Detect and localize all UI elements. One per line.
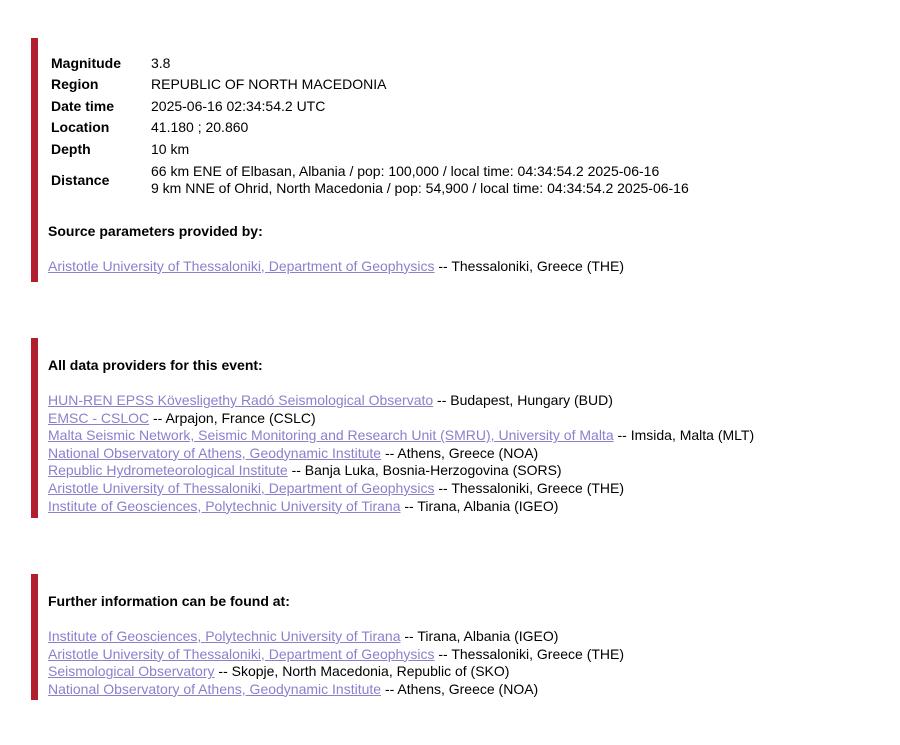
info-link[interactable]: Aristotle University of Thessaloniki, Department of Geophysics [48,645,435,662]
param-label: Region [51,76,99,93]
data-providers-section [31,338,891,518]
list-item [48,628,891,646]
further-information-section [31,574,891,700]
param-value: 2025-06-16 02:34:54.2 UTC [151,97,326,114]
provider-location: -- Athens, Greece (NOA) [381,680,539,697]
provider-link[interactable]: Republic Hydrometeorological Institute [48,462,288,479]
provider-location: -- Skopje, North Macedonia, Republic of (SKO) [214,663,510,680]
source-list [48,258,891,276]
info-link[interactable]: Seismological Observatory [48,663,215,680]
list-item [48,498,891,516]
list-item [48,258,891,276]
provider-link[interactable]: Institute of Geosciences, Polytechnic University of Tirana [48,497,401,514]
list-item [48,646,891,664]
provider-location: -- Budapest, Hungary (BUD) [433,392,613,408]
param-label: Magnitude [51,54,121,71]
info-link[interactable]: Institute of Geosciences, Polytechnic University of Tirana [48,628,401,644]
param-value: REPUBLIC OF NORTH MACEDONIA [151,76,387,93]
further-heading: Further information can be found at: [48,593,290,609]
provider-link[interactable]: EMSC - CSLOC [48,409,150,426]
param-label: Location [51,119,110,136]
providers-heading: All data providers for this event: [48,357,263,373]
provider-location: -- Thessaloniki, Greece (THE) [434,479,625,496]
event-details-section [31,38,891,282]
provider-link[interactable]: HUN-REN EPSS Kövesligethy Radó Seismological Observato [48,392,434,408]
list-item [48,410,891,428]
provider-location: -- Athens, Greece (NOA) [381,444,539,461]
list-item [48,427,891,445]
provider-location: -- Tirana, Albania (IGEO) [400,628,559,644]
list-item [48,445,891,463]
list-item [48,681,891,699]
param-label: Date time [51,97,115,114]
param-value: 41.180 ; 20.860 [151,119,249,136]
param-row-magnitude [51,52,689,74]
provider-link[interactable]: Aristotle University of Thessaloniki, Department of Geophysics [48,479,435,496]
further-list [48,628,891,698]
provider-location: -- Arpajon, France (CSLC) [149,409,316,426]
param-row-region [51,74,689,96]
list-item [48,392,891,410]
provider-location: -- Banja Luka, Bosnia-Herzogovina (SORS) [287,462,562,479]
param-value: 10 km [151,140,190,157]
distance-line: 9 km NNE of Ohrid, North Macedonia / pop: 54,900 / local time: 04:34:54.2 2025-06-16 [151,179,689,196]
list-item [48,462,891,480]
list-item [48,480,891,498]
provider-link[interactable]: National Observatory of Athens, Geodynamic Institute [48,444,382,461]
providers-list [48,392,891,515]
param-row-depth [51,138,689,160]
param-row-distance [51,160,689,200]
provider-location: -- Imsida, Malta (MLT) [613,427,755,444]
list-item [48,663,891,681]
distance-line: 66 km ENE of Elbasan, Albania / pop: 100,000 / local time: 04:34:54.2 2025-06-16 [151,162,660,179]
info-link[interactable]: National Observatory of Athens, Geodynamic Institute [48,680,382,697]
source-provider-link[interactable]: Aristotle University of Thessaloniki, Department of Geophysics [48,257,435,274]
source-heading: Source parameters provided by: [48,222,263,239]
event-parameters-table [51,52,689,200]
param-row-datetime [51,95,689,117]
param-row-location [51,117,689,139]
provider-location: -- Thessaloniki, Greece (THE) [434,257,625,274]
provider-location: -- Thessaloniki, Greece (THE) [434,645,625,662]
provider-location: -- Tirana, Albania (IGEO) [400,497,559,514]
param-label: Depth [51,140,91,157]
provider-link[interactable]: Malta Seismic Network, Seismic Monitoring and Research Unit (SMRU), University of Malta [48,427,614,444]
param-value [151,160,689,200]
param-value: 3.8 [151,54,171,71]
param-label: Distance [51,171,110,188]
